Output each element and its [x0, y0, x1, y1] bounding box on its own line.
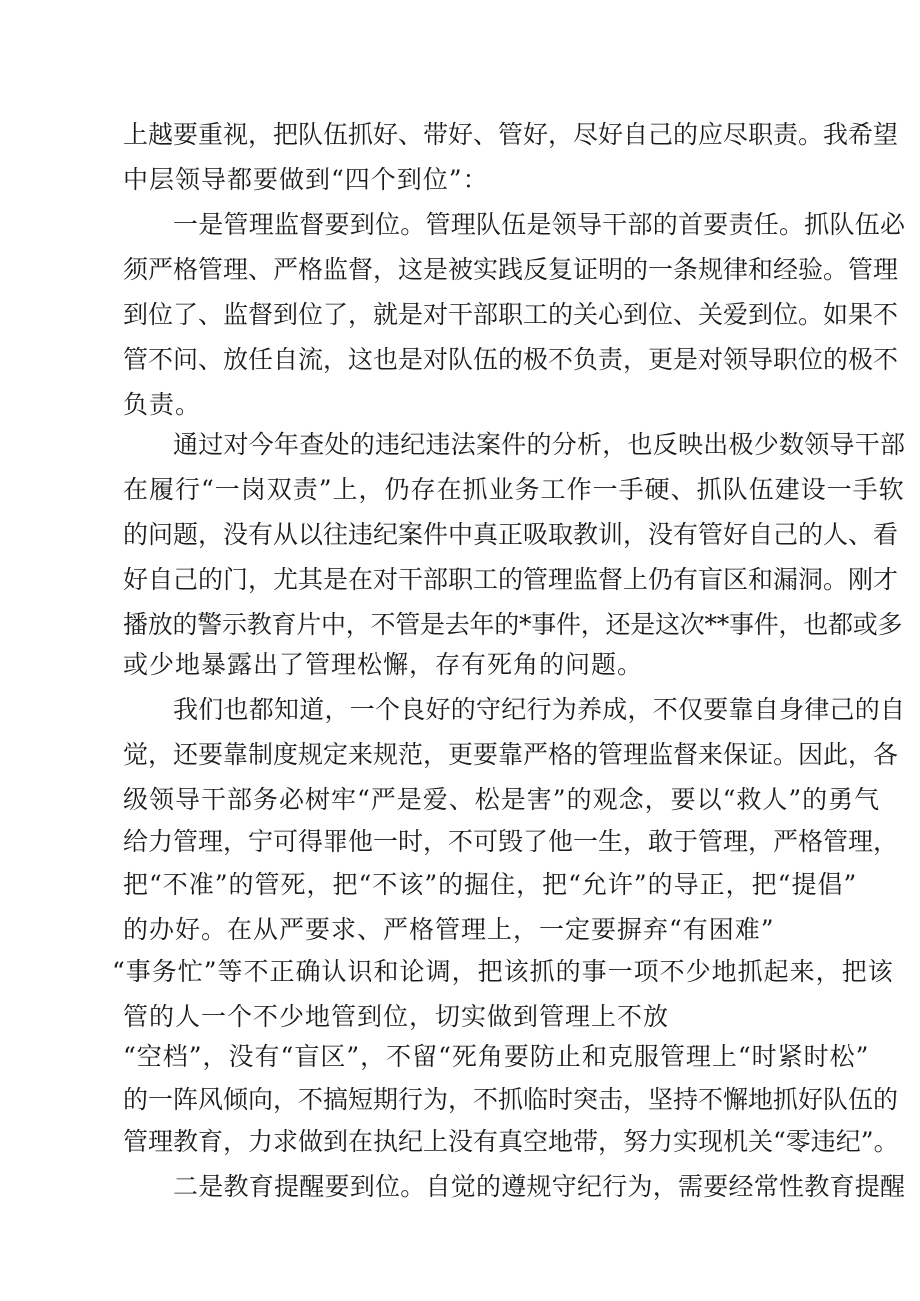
- text-line: 我们也都知道，一个良好的守纪行为养成，不仅要靠自身律己的自: [173, 695, 906, 724]
- text-line: 到位了、监督到位了，就是对干部职工的关心到位、关爱到位。如果不: [123, 300, 899, 329]
- text-line: 级领导干部务必树牢“严是爱、松是害”的观念，要以“救人”的勇气: [123, 785, 881, 814]
- text-line: 管理教育，力求做到在执纪上没有真空地带，努力实现机关“零违纪”。: [123, 1127, 899, 1156]
- text-line: 好自己的门，尤其是在对干部职工的管理监督上仍有盲区和漏洞。刚才: [123, 565, 899, 594]
- text-line: 播放的警示教育片中，不管是去年的*事件，还是这次**事件，也都或多: [123, 610, 903, 639]
- text-line: 管不问、放任自流，这也是对队伍的极不负责，更是对领导职位的极不: [123, 345, 899, 374]
- text-line: 通过对今年查处的违纪违法案件的分析，也反映出极少数领导干部: [173, 430, 906, 459]
- text-line: 给力管理，宁可得罪他一时，不可毁了他一生，敢于管理，严格管理，: [123, 827, 899, 856]
- text-line: 二是教育提醒要到位。自觉的遵规守纪行为，需要经常性教育提醒: [173, 1172, 906, 1201]
- text-line: 的办好。在从严要求、严格管理上，一定要摒弃“有困难”: [123, 915, 775, 944]
- text-line: 上越要重视，把队伍抓好、带好、管好，尽好自己的应尽职责。我希望: [123, 120, 899, 149]
- text-line: 或少地暴露出了管理松懈，存有死角的问题。: [123, 650, 644, 679]
- text-line: 在履行“一岗双责”上，仍存在抓业务工作一手硬、抓队伍建设一手软: [123, 475, 905, 504]
- text-line: 须严格管理、严格监督，这是被实践反复证明的一条规律和经验。管理: [123, 255, 899, 284]
- text-line: 管的人一个不少地管到位，切实做到管理上不放: [123, 1002, 670, 1031]
- text-line: 一是管理监督要到位。管理队伍是领导干部的首要责任。抓队伍必: [173, 210, 906, 239]
- text-line: 的问题，没有从以往违纪案件中真正吸取教训，没有管好自己的人、看: [123, 520, 899, 549]
- text-line: “空档”，没有“盲区”，不留“死角要防止和克服管理上“时紧时松”: [123, 1042, 870, 1071]
- text-line: 的一阵风倾向，不搞短期行为，不抓临时突击，坚持不懈地抓好队伍的: [123, 1085, 899, 1114]
- text-line: 觉，还要靠制度规定来规范，更要靠严格的管理监督来保证。因此，各: [123, 740, 899, 769]
- text-line: “事务忙”等不正确认识和论调，把该抓的事一项不少地抓起来，把该: [112, 957, 894, 986]
- text-line: 负责。: [123, 390, 202, 419]
- text-line: 中层领导都要做到“四个到位”：: [123, 165, 489, 194]
- text-line: 把“不准”的管死，把“不该”的掘住，把“允许”的导正，把“提倡”: [123, 870, 858, 899]
